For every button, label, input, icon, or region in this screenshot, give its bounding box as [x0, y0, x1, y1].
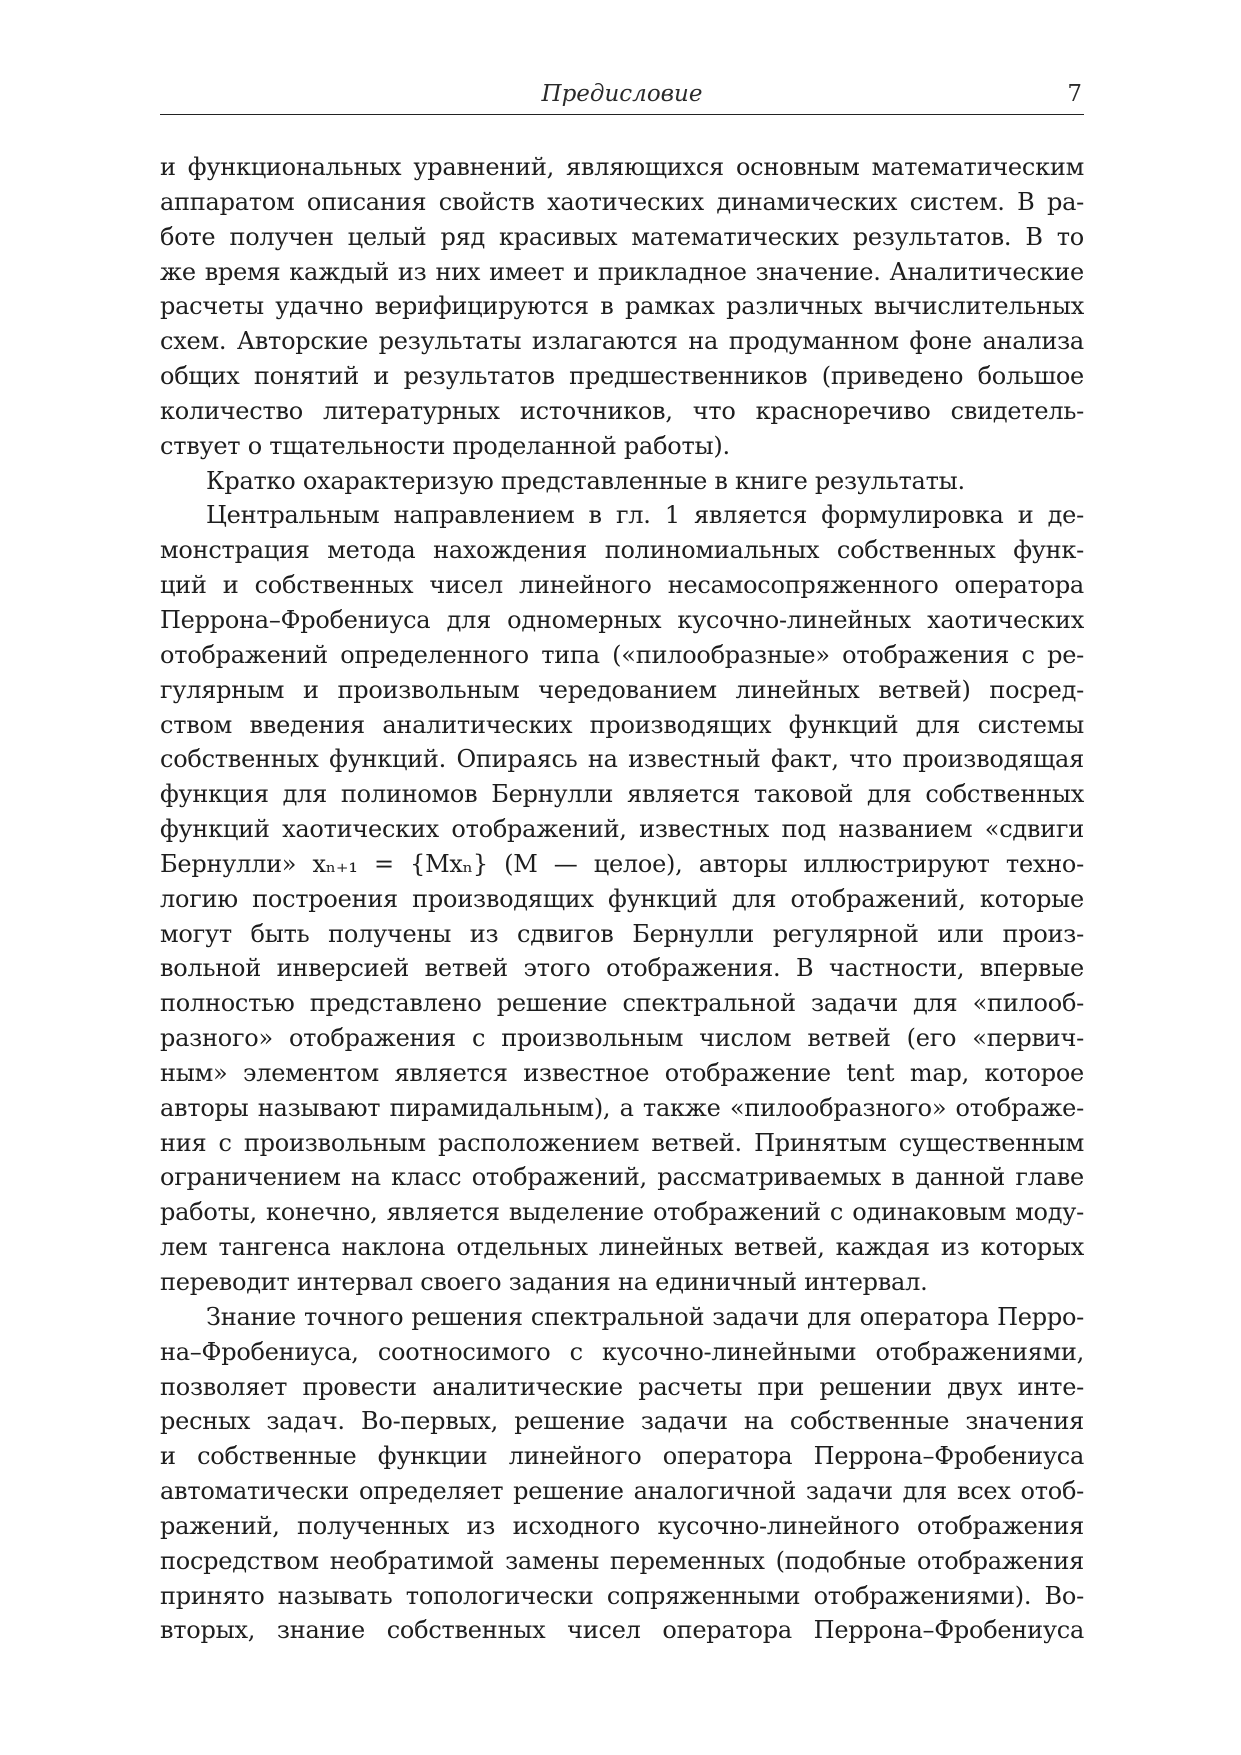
text-line: на–Фробениуса, соотносимого с кусочно-линейными отображениями,	[160, 1337, 1084, 1366]
text-line: Кратко охарактеризую представленные в книге результаты.	[206, 466, 965, 495]
running-header	[160, 78, 1084, 115]
text-line: автоматически определяет решение аналогичной задачи для всех отоб-	[160, 1477, 1084, 1506]
text-line: собственных функций. Опираясь на известный факт, что производящая	[160, 745, 1084, 774]
text-line: ресных задач. Во-первых, решение задачи на собственные значения	[160, 1407, 1084, 1436]
text-line: ражений, полученных из исходного кусочно-линейного отображения	[160, 1511, 1084, 1540]
text-line: лем тангенса наклона отдельных линейных ветвей, каждая из которых	[160, 1233, 1084, 1262]
text-line: принято называть топологически сопряженными отображениями). Во-	[160, 1581, 1084, 1610]
text-line: работы, конечно, является выделение отображений с одинаковым моду-	[160, 1198, 1084, 1227]
document-page	[160, 0, 1084, 1755]
text-line: схем. Авторские результаты излагаются на продуманном фоне анализа	[160, 327, 1084, 356]
text-line: же время каждый из них имеет и прикладное значение. Аналитические	[160, 257, 1084, 286]
text-line: ством введения аналитических производящих функций для системы	[160, 710, 1084, 739]
text-line: полностью представлено решение спектральной задачи для «пилооб-	[160, 989, 1084, 1018]
text-line: ния с произвольным расположением ветвей. Принятым существенным	[160, 1128, 1084, 1157]
text-line: общих понятий и результатов предшественников (приведено большое	[160, 362, 1084, 391]
text-line: позволяет провести аналитические расчеты при решении двух инте-	[160, 1372, 1084, 1401]
text-line: функций хаотических отображений, известных под названием «сдвиги	[160, 815, 1084, 844]
text-line: Знание точного решения спектральной задачи для оператора Перро-	[206, 1302, 1084, 1331]
text-line: и функциональных уравнений, являющихся основным математическим	[160, 153, 1084, 181]
text-line: ствует о тщательности проделанной работы).	[160, 431, 730, 460]
text-line: и собственные функции линейного оператора Перрона–Фробениуса	[160, 1442, 1084, 1471]
text-line: авторы называют пирамидальным), а также «пилообразного» отображе-	[160, 1093, 1084, 1122]
text-line: монстрация метода нахождения полиномиальных собственных функ-	[160, 536, 1084, 565]
body-text	[160, 150, 1084, 1648]
text-line: вольной инверсией ветвей этого отображения. В частности, впервые	[160, 954, 1084, 983]
text-line: расчеты удачно верифицируются в рамках различных вычислительных	[160, 292, 1084, 321]
text-line: гулярным и произвольным чередованием линейных ветвей) посред-	[160, 675, 1084, 704]
text-line: функция для полиномов Бернулли является таковой для собственных	[160, 780, 1084, 809]
text-line: Перрона–Фробениуса для одномерных кусочно-линейных хаотических	[160, 605, 1084, 634]
text-line: аппаратом описания свойств хаотических динамических систем. В ра-	[160, 187, 1084, 216]
text-line: разного» отображения с произвольным числом ветвей (его «первич-	[160, 1024, 1084, 1053]
text-line: количество литературных источников, что красноречиво свидетель-	[160, 396, 1084, 425]
text-line: ций и собственных чисел линейного несамосопряженного оператора	[160, 571, 1084, 600]
text-line: ным» элементом является известное отображение tent map, которое	[160, 1058, 1084, 1087]
text-line: посредством необратимой замены переменных (подобные отображения	[160, 1546, 1084, 1575]
text-line: логию построения производящих функций для отображений, которые	[160, 884, 1084, 913]
text-line: Центральным направлением в гл. 1 является формулировка и де-	[206, 501, 1084, 530]
text-line: ограничением на класс отображений, рассматриваемых в данной главе	[160, 1163, 1084, 1192]
text-line: Бернулли» xₙ₊₁ = {Mxₙ} (M — целое), авторы иллюстрируют техно-	[160, 849, 1084, 878]
text-line: вторых, знание собственных чисел оператора Перрона–Фробениуса	[160, 1616, 1084, 1645]
text-line: боте получен целый ряд красивых математических результатов. В то	[160, 222, 1084, 251]
text-line: могут быть получены из сдвигов Бернулли регулярной или произ-	[160, 919, 1084, 948]
text-line: переводит интервал своего задания на единичный интервал.	[160, 1268, 928, 1296]
running-title: Предисловие	[541, 81, 703, 107]
text-line: отображений определенного типа («пилообразные» отображения с ре-	[160, 640, 1084, 669]
page-number: 7	[1067, 81, 1082, 107]
